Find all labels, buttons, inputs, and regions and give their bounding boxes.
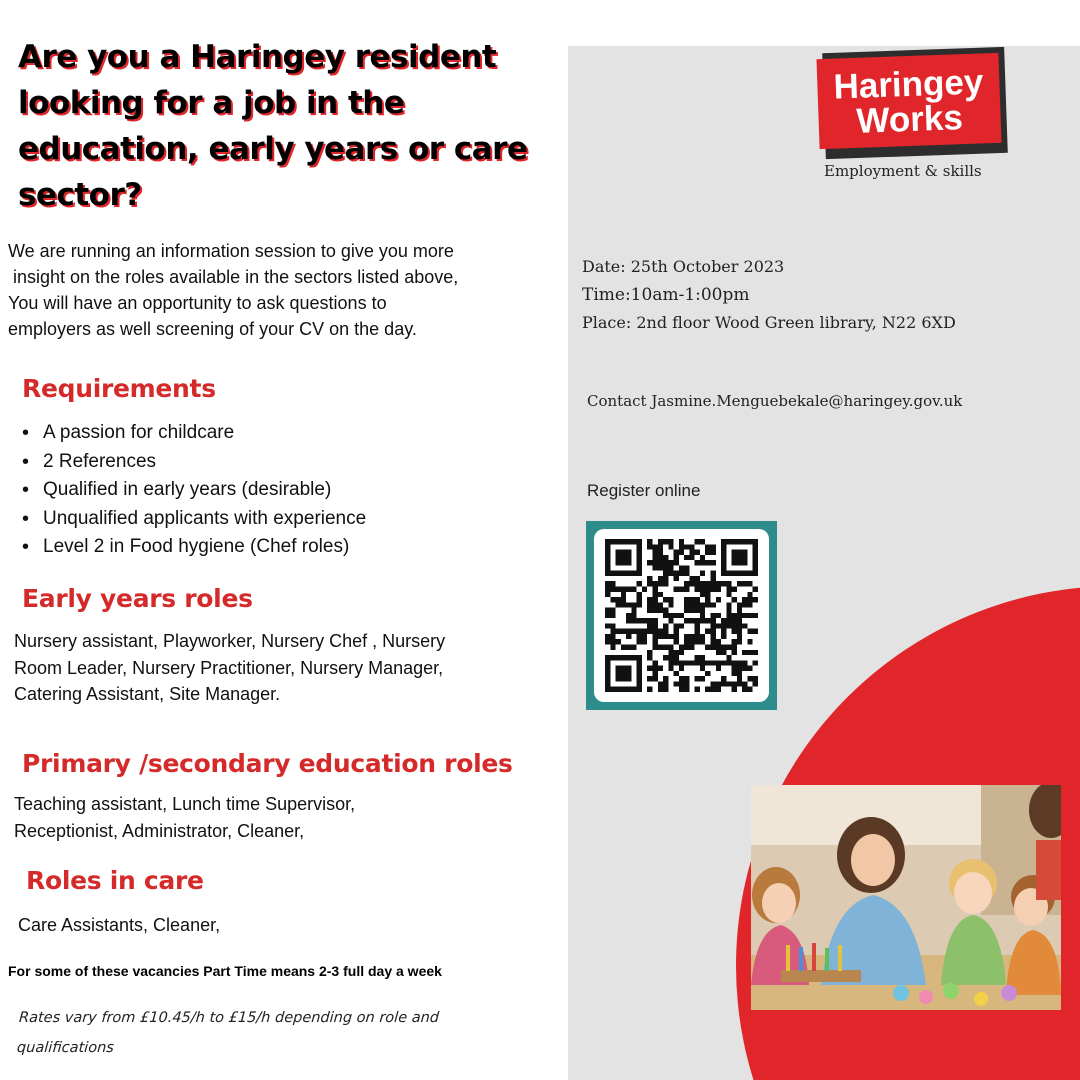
list-item: • A passion for childcare <box>22 419 366 448</box>
page-headline <box>18 34 558 218</box>
register-online-label: Register online <box>587 481 701 500</box>
roles-line: Teaching assistant, Lunch time Supervisor, <box>14 794 356 814</box>
classroom-illustration <box>751 785 1061 1010</box>
care-heading: Roles in care <box>26 866 204 895</box>
qr-code-frame[interactable] <box>586 521 777 710</box>
education-roles <box>14 791 355 844</box>
logo-subtitle: Employment & skills <box>824 162 982 180</box>
contact-email[interactable]: Contact Jasmine.Menguebekale@haringey.gov.uk <box>587 392 963 410</box>
qr-code[interactable] <box>594 529 769 702</box>
part-time-note: For some of these vacancies Part Time means 2-3 full day a week <box>8 963 442 979</box>
event-date: Date: 25th October 2023 <box>582 257 785 276</box>
headline-line: Are you a Haringey resident <box>18 39 497 75</box>
care-roles: Care Assistants, Cleaner, <box>18 915 221 935</box>
roles-line: Catering Assistant, Site Manager. <box>14 684 281 704</box>
children-playing-photo <box>751 785 1061 1010</box>
intro-line: You will have an opportunity to ask questions to <box>8 293 387 313</box>
list-item: • 2 References <box>22 448 366 477</box>
list-item: • Level 2 in Food hygiene (Chef roles) <box>22 533 366 562</box>
headline-line: education, early years or care <box>18 131 528 167</box>
qr-code-icon <box>604 539 759 692</box>
list-item: • Qualified in early years (desirable) <box>22 476 366 505</box>
intro-line: employers as well screening of your CV on the day. <box>8 319 417 339</box>
haringey-works-logo <box>816 53 1001 149</box>
intro-paragraph <box>8 238 558 342</box>
requirements-heading: Requirements <box>22 374 216 403</box>
event-time: Time:10am-1:00pm <box>582 285 750 305</box>
event-place: Place: 2nd floor Wood Green library, N22 6XD <box>582 313 956 332</box>
roles-line: Receptionist, Administrator, Cleaner, <box>14 820 305 841</box>
requirements-list <box>22 419 366 562</box>
early-years-roles <box>14 628 445 708</box>
roles-line: Room Leader, Nursery Practitioner, Nursery Manager, <box>14 657 444 678</box>
roles-line: Nursery assistant, Playworker, Nursery Chef , Nursery <box>14 631 446 651</box>
logo-line-2: Works <box>855 98 964 141</box>
headline-line: looking for a job in the <box>18 85 405 121</box>
early-years-heading: Early years roles <box>22 584 253 613</box>
rates-note: Rates vary from £10.45/h to £15/h depending on role and qualifications <box>16 1010 440 1056</box>
headline-line: sector? <box>18 177 142 213</box>
list-item: • Unqualified applicants with experience <box>22 505 366 534</box>
intro-line: insight on the roles available in the sectors listed above, <box>8 267 459 287</box>
logo-line-1: Haringey <box>832 62 984 107</box>
intro-line: We are running an information session to give you more <box>8 241 454 261</box>
education-heading: Primary /secondary education roles <box>22 749 513 778</box>
